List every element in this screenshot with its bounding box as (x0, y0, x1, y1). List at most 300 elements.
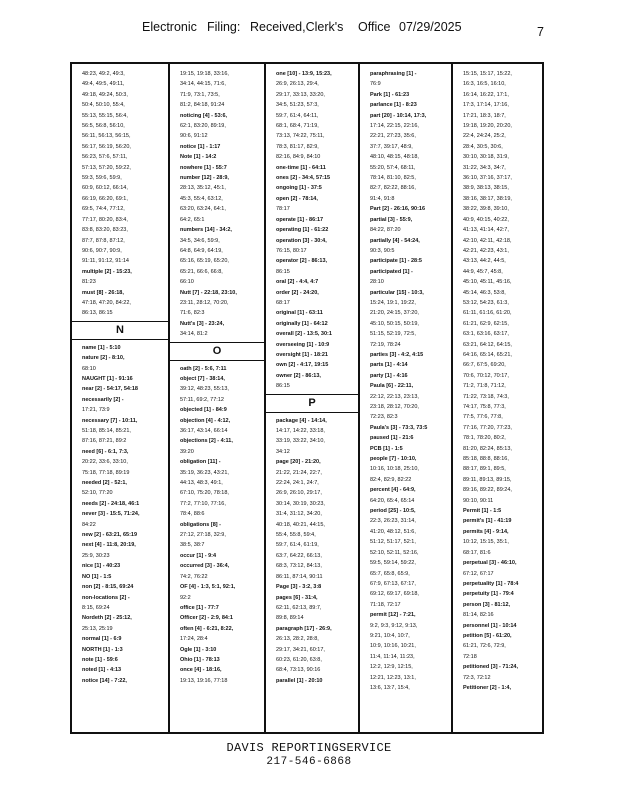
filing-header (0, 20, 618, 40)
header-filing: Filing: (207, 20, 241, 34)
index-reference: 9:21, 10:4, 10:7, (370, 632, 410, 639)
index-reference: 67:9, 67:13, 67:17, (370, 580, 416, 587)
index-reference: 30:14, 30:19, 30:23, (276, 500, 325, 507)
index-entry: participate [1] - 28:5 (370, 258, 422, 265)
index-reference: 44:9, 45:7, 45:8, (463, 268, 503, 275)
index-entry: people [7] - 10:10, (370, 456, 417, 463)
index-column-5 (451, 64, 542, 732)
index-entry: package [4] - 14:14, (276, 417, 327, 424)
index-reference: 43:13, 44:2, 44:5, (463, 258, 506, 265)
index-reference: 65:21, 66:6, 66:8, (180, 268, 223, 275)
index-reference: 86:15 (276, 383, 290, 390)
index-reference: 61:11, 61:16, 61:20, (463, 310, 512, 317)
index-reference: 78:4, 88:6 (180, 511, 205, 518)
index-entry: Paula [6] - 22:11, (370, 383, 414, 390)
index-entry: parts [1] - 4:14 (370, 362, 408, 369)
index-reference: 25:9, 30:23 (82, 552, 110, 559)
index-entry: multiple [2] - 15:23, (82, 268, 132, 275)
index-entry: necessary [7] - 10:11, (82, 417, 138, 424)
index-reference: 11:4, 11:14, 11:23, (370, 653, 415, 660)
index-entry: one [10] - 13:9, 15:23, (276, 71, 332, 77)
index-entry: partially [4] - 54:24, (370, 237, 420, 244)
section-letter: O (170, 342, 264, 361)
index-reference: 49:4, 49:5, 49:11, (82, 81, 125, 88)
index-reference: 44:13, 48:3, 49:1, (180, 480, 223, 487)
index-reference: 78:3, 81:17, 82:9, (276, 143, 319, 150)
index-entry: note [1] - 59:6 (82, 656, 118, 663)
index-entry: nowhere [1] - 55:7 (180, 164, 227, 171)
index-entry: petition [5] - 61:20, (463, 632, 512, 639)
index-reference: 90:6, 91:12 (180, 133, 208, 140)
index-reference: 10:12, 15:15, 35:1, (463, 539, 509, 546)
index-reference: 36:10, 37:16, 37:17, (463, 175, 512, 182)
index-entry: owner [2] - 86:13, (276, 372, 321, 379)
index-reference: 38:5, 38:7 (180, 542, 205, 549)
index-reference: 38:9, 38:13, 38:15, (463, 185, 509, 192)
index-entry: Permit [1] - 1:5 (463, 508, 502, 515)
index-entry: perpetuality [1] - 78:4 (463, 580, 519, 587)
index-entry: obligation [11] - (180, 459, 221, 466)
index-entry: normal [1] - 6:9 (82, 636, 122, 643)
index-reference: 37:7, 39:17, 48:9, (370, 143, 413, 150)
index-entry: near [2] - 54:17, 54:18 (82, 386, 138, 393)
index-entry: occur [1] - 9:4 (180, 552, 217, 559)
index-reference: 55:13, 55:15, 56:4, (82, 112, 128, 119)
index-reference: 60:9, 60:12, 66:14, (82, 185, 128, 192)
index-reference: 25:13, 25:19 (82, 625, 113, 632)
index-reference: 86:13, 86:15 (82, 310, 113, 317)
index-reference: 30:10, 30:18, 31:9, (463, 154, 509, 161)
index-entry: Park [1] - 61:23 (370, 91, 410, 98)
index-reference: 68:4, 73:13, 90:16 (276, 667, 321, 674)
index-reference: 56:5, 56:8, 56:10, (82, 123, 125, 130)
index-entry: NAUGHT [1] - 91:16 (82, 375, 133, 382)
index-reference: 21:20, 24:15, 37:20, (370, 310, 419, 317)
index-entry: office [1] - 77:7 (180, 604, 219, 611)
index-column-3 (264, 64, 358, 732)
index-reference: 57:11, 69:2, 77:12 (180, 396, 224, 403)
index-reference: 39:12, 48:23, 55:13, (180, 386, 229, 393)
index-reference: 12:21, 12:23, 13:1, (370, 674, 416, 681)
index-reference: 29:17, 34:21, 60:17, (276, 646, 325, 653)
index-reference: 19:15, 19:18, 33:16, (180, 71, 229, 77)
index-reference: 42:21, 42:23, 43:1, (463, 247, 509, 254)
index-entry: PCB [1] - 1:5 (370, 445, 403, 452)
index-reference: 22:4, 24:24, 25:2, (463, 133, 506, 140)
index-reference: 28:4, 30:5, 30:6, (463, 143, 503, 150)
index-reference: 36:17, 43:14, 66:14 (180, 428, 228, 434)
index-reference: 62:11, 62:13, 89:7, (276, 604, 322, 611)
index-reference: 59:7, 61:4, 64:11, (276, 112, 319, 119)
index-reference: 91:4, 91:8 (370, 195, 395, 202)
index-reference: 23:11, 28:12, 70:20, (180, 299, 229, 306)
index-entry: name [1] - 5:10 (82, 344, 121, 351)
index-reference: 26:9, 26:13, 29:4, (276, 81, 319, 88)
index-reference: 72:19, 78:24 (370, 341, 401, 348)
index-entry: notice [1] - 1:17 (180, 143, 221, 150)
index-reference: 33:19, 33:22, 34:10, (276, 438, 325, 445)
index-entry: Ohio [1] - 78:13 (180, 656, 220, 663)
index-reference: 41:13, 41:14, 42:7, (463, 227, 509, 234)
index-reference: 71:9, 73:1, 73:5, (180, 91, 220, 98)
index-entry: ongoing [1] - 37:5 (276, 185, 322, 192)
index-reference: 70:6, 70:12, 70:17, (463, 372, 509, 379)
index-reference: 62:1, 83:20, 89:19, (180, 123, 226, 130)
index-reference: 90:10, 90:11 (463, 497, 494, 504)
index-reference: 89:11, 89:13, 89:15, (463, 476, 512, 483)
index-entry: pages [6] - 31:4, (276, 594, 318, 601)
index-entry: part [20] - 10:14, 17:3, (370, 112, 427, 119)
index-reference: 51:12, 51:17, 52:1, (370, 539, 416, 546)
index-reference: 63:21, 64:12, 64:15, (463, 341, 512, 348)
index-entry: Nutt's [3] - 23:24, (180, 320, 225, 327)
index-entry: occurred [3] - 36:4, (180, 563, 230, 570)
index-reference: 34:12 (276, 448, 290, 455)
index-reference: 56:11, 56:13, 56:15, (82, 133, 131, 140)
index-entry: open [2] - 78:14, (276, 195, 318, 202)
index-reference: 15:24, 19:1, 19:22, (370, 299, 416, 306)
index-entry: non [2] - 8:15, 69:24 (82, 584, 134, 591)
index-entry: need [6] - 6:1, 7:3, (82, 448, 129, 455)
index-reference: 12:2, 12:9, 12:15, (370, 664, 413, 671)
index-reference: 22:21, 27:23, 35:6, (370, 133, 416, 140)
index-entry: permit [12] - 7:21, (370, 612, 416, 619)
index-reference: 74:2, 76:22 (180, 573, 208, 580)
header-date: 07/29/2025 (399, 20, 462, 34)
index-reference: 67:12, 67:17 (463, 570, 494, 577)
index-entry: NORTH [1] - 1:3 (82, 646, 123, 653)
index-reference: 35:19, 36:23, 43:21, (180, 469, 229, 476)
index-entry: paused [1] - 21:6 (370, 435, 414, 442)
index-reference: 78:17 (276, 206, 290, 213)
index-reference: 72:18 (463, 653, 477, 660)
index-reference: 59:7, 61:4, 61:19, (276, 542, 319, 549)
index-reference: 26:13, 28:2, 28:8, (276, 636, 319, 643)
index-column-4 (358, 64, 451, 732)
index-entry: percent [4] - 64:9, (370, 487, 416, 494)
index-entry: petitioned [3] - 71:24, (463, 664, 519, 671)
index-reference: 55:4, 55:8, 59:4, (276, 532, 316, 539)
reporter-name: DAVIS REPORTINGSERVICE (226, 741, 392, 755)
index-entry: new [2] - 63:21, 65:19 (82, 532, 138, 539)
index-reference: 81:20, 82:24, 85:13, (463, 445, 512, 452)
index-reference: 84:22, 87:20 (370, 227, 401, 234)
index-entry: Officer [2] - 2:9, 84:1 (180, 615, 233, 622)
header-electronic: Electronic (142, 20, 197, 34)
index-reference: 38:22, 39:8, 39:10, (463, 206, 509, 213)
index-entry: own [2] - 4:17, 19:15 (276, 362, 329, 369)
header-office: Office (358, 20, 391, 34)
section-letter: N (72, 321, 168, 340)
index-entry: noticing [4] - 53:6, (180, 112, 228, 119)
index-reference: 84:22 (82, 521, 96, 528)
index-reference: 68:17, 81:6 (463, 549, 491, 556)
index-reference: 45:3, 55:4, 63:12, (180, 195, 223, 202)
index-entry: objections [2] - 4:11, (180, 438, 233, 445)
index-reference: 22:12, 22:13, 23:13, (370, 393, 419, 400)
index-reference: 68:17 (276, 299, 290, 306)
index-entry: NO [1] - 1:5 (82, 573, 112, 580)
index-reference: 81:23 (82, 279, 96, 286)
index-reference: 17:21, 18:3, 18:7, (463, 112, 506, 119)
index-reference: 86:11, 87:14, 90:11 (276, 573, 323, 580)
index-entry: personnel [1] - 10:14 (463, 622, 517, 629)
index-reference: 9:2, 9:3, 9:12, 9:13, (370, 622, 418, 629)
index-reference: 71:2, 71:8, 71:12, (463, 383, 506, 390)
index-entry: perpetual [3] - 46:10, (463, 560, 517, 567)
index-entry: Note [1] - 14:2 (180, 154, 217, 161)
index-reference: 17:14, 22:15, 22:16, (370, 123, 419, 130)
index-reference: 73:13, 74:22, 75:11, (276, 133, 325, 140)
index-reference: 83:8, 83:20, 83:23, (82, 227, 128, 234)
index-reference: 17:24, 28:4 (180, 636, 208, 643)
index-reference: 56:23, 57:6, 57:11, (82, 154, 128, 161)
index-entry: overseeing [1] - 10:9 (276, 341, 330, 348)
index-entry: order [2] - 24:20, (276, 289, 319, 296)
index-reference: 86:15 (276, 268, 290, 275)
index-entry: must [8] - 26:18, (82, 289, 124, 296)
index-reference: 42:10, 42:11, 42:18, (463, 237, 512, 244)
index-entry: perpetuity [1] - 79:4 (463, 591, 514, 598)
index-entry: paraphrasing [1] - (370, 71, 417, 77)
index-reference: 89:16, 89:22, 89:24, (463, 487, 512, 494)
index-entry: paragraph [17] - 26:9, (276, 625, 332, 632)
index-reference: 10:9, 10:16, 10:21, (370, 643, 416, 650)
index-reference: 64:8, 64:9, 64:19, (180, 247, 223, 254)
index-entry: participated [1] - (370, 268, 413, 275)
index-reference: 69:5, 74:4, 77:12, (82, 206, 125, 213)
index-reference: 72:23, 82:3 (370, 414, 398, 421)
index-reference: 76:15, 80:17 (276, 247, 307, 254)
index-column-2 (168, 64, 264, 732)
index-entry: parties [3] - 4:2, 4:15 (370, 351, 424, 358)
index-reference: 53:12, 54:23, 61:3, (463, 299, 509, 306)
index-reference: 77:5, 77:6, 77:8, (463, 414, 503, 421)
index-reference: 8:15, 69:24 (82, 604, 110, 611)
index-entry: noted [1] - 4:13 (82, 667, 122, 674)
index-entry: Nordeth [2] - 25:12, (82, 615, 132, 622)
index-entry: notice [14] - 7:22, (82, 677, 127, 684)
index-entry: page [20] - 21:20, (276, 459, 321, 466)
index-entry: object [7] - 38:14, (180, 375, 225, 382)
index-reference: 71:22, 73:18, 74:3, (463, 393, 509, 400)
index-reference: 59:3, 59:6, 59:9, (82, 175, 122, 182)
index-reference: 74:17, 75:8, 77:3, (463, 404, 506, 410)
index-reference: 64:2, 65:1 (180, 216, 205, 223)
index-reference: 38:16, 38:17, 38:19, (463, 195, 512, 202)
index-entry: obligations [8] - (180, 521, 221, 528)
index-entry: operating [1] - 61:22 (276, 227, 329, 234)
index-reference: 10:16, 10:18, 25:10, (370, 466, 419, 473)
index-reference: 65:7, 65:8, 65:9, (370, 570, 410, 577)
reporter-phone: 217-546-6868 (266, 756, 352, 768)
index-reference: 31:22, 34:3, 34:7, (463, 164, 506, 171)
index-reference: 75:18, 77:18, 89:19 (82, 469, 130, 476)
index-reference: 48:10, 48:15, 48:18, (370, 154, 419, 161)
index-entry: particular [15] - 10:3, (370, 289, 424, 296)
index-reference: 23:18, 28:12, 70:20, (370, 404, 419, 410)
index-entry: permit's [1] - 41:19 (463, 518, 512, 525)
index-reference: 56:17, 56:19, 56:20, (82, 143, 131, 150)
index-entry: Paula's [3] - 73:3, 73:5 (370, 424, 428, 431)
index-reference: 26:9, 26:10, 29:17, (276, 490, 322, 497)
header-received: Received,Clerk's (250, 20, 344, 34)
index-reference: 31:4, 31:12, 34:20, (276, 511, 322, 518)
index-reference: 19:13, 19:16, 77:18 (180, 677, 228, 684)
index-reference: 78:1, 78:20, 80:2, (463, 435, 506, 442)
index-entry: objected [1] - 84:9 (180, 407, 227, 414)
index-reference: 22:24, 24:1, 24:7, (276, 480, 319, 487)
section-letter: P (266, 394, 358, 413)
index-reference: 68:1, 68:4, 71:19, (276, 123, 319, 130)
index-entry: operation [3] - 30:4, (276, 237, 327, 244)
index-reference: 47:18, 47:20, 84:22, (82, 299, 131, 306)
index-reference: 72:3, 72:12 (463, 674, 491, 681)
index-reference: 63:20, 63:24, 64:1, (180, 206, 226, 213)
index-reference: 22:3, 26:23, 31:14, (370, 518, 416, 525)
index-reference: 77:16, 77:20, 77:23, (463, 424, 512, 431)
index-entry: Part [2] - 26:16, 90:16 (370, 206, 426, 213)
index-entry: parallel [1] - 20:10 (276, 677, 323, 684)
index-reference: 92:2 (180, 594, 191, 601)
index-reference: 28:13, 35:12, 45:1, (180, 185, 226, 192)
index-reference: 45:10, 50:15, 50:19, (370, 320, 419, 327)
index-reference: 17:3, 17:14, 17:16, (463, 102, 509, 109)
index-entry: numbers [14] - 34:2, (180, 227, 232, 234)
index-reference: 21:22, 21:24, 22:7, (276, 469, 322, 476)
index-reference: 82:16, 84:9, 84:10 (276, 154, 321, 161)
index-reference: 69:12, 69:17, 69:18, (370, 591, 419, 598)
index-reference: 63:1, 63:16, 63:17, (463, 331, 509, 338)
index-reference: 89:8, 89:14 (276, 615, 304, 622)
index-reference: 66:7, 67:5, 69:20, (463, 362, 506, 369)
index-entry: needed [2] - 52:1, (82, 480, 127, 487)
index-entry: originally [1] - 64:12 (276, 320, 328, 327)
index-reference: 68:10 (82, 365, 96, 372)
index-reference: 87:7, 87:8, 87:12, (82, 237, 125, 244)
index-entry: Petitioner [2] - 1:4, (463, 684, 511, 691)
index-reference: 40:18, 40:21, 44:15, (276, 521, 325, 528)
index-entry: next [4] - 11:8, 20:19, (82, 542, 136, 549)
index-reference: 77:17, 80:20, 83:4, (82, 216, 128, 223)
index-reference: 16:3, 16:5, 16:10, (463, 81, 506, 88)
index-entry: one-time [1] - 64:11 (276, 164, 326, 171)
index-entry: nature [2] - 8:10, (82, 355, 125, 362)
index-reference: 51:15, 52:19, 72:5, (370, 331, 416, 338)
index-entry: number [12] - 28:9, (180, 175, 229, 182)
index-reference: 28:10 (370, 279, 384, 286)
index-reference: 71:18, 72:17 (370, 601, 401, 608)
index-entry: Nutt [7] - 22:18, 23:10, (180, 289, 237, 296)
index-reference: 81:2, 84:18, 91:24 (180, 102, 225, 109)
index-reference: 78:14, 81:10, 82:5, (370, 175, 416, 182)
index-reference: 85:18, 88:8, 88:16, (463, 456, 509, 463)
index-reference: 77:2, 77:10, 77:16, (180, 500, 226, 507)
index-reference: 48:23, 49:2, 49:3, (82, 71, 125, 77)
index-reference: 41:20, 48:12, 51:6, (370, 528, 416, 535)
index-reference: 20:22, 33:6, 33:10, (82, 459, 128, 466)
index-reference: 15:15, 15:17, 15:22, (463, 71, 512, 77)
index-reference: 67:10, 75:20, 78:18, (180, 490, 229, 497)
index-entry: Ogle [1] - 3:10 (180, 646, 217, 653)
index-reference: 50:4, 50:10, 55:4, (82, 102, 125, 109)
index-entry: necessarily [2] - (82, 396, 124, 403)
index-entry: original [1] - 63:11 (276, 310, 323, 317)
index-reference: 16:14, 16:22, 17:1, (463, 91, 509, 98)
index-reference: 13:6, 13:7, 15:4, (370, 684, 410, 691)
index-entry: non-locations [2] - (82, 594, 130, 601)
index-reference: 34:5, 34:6, 59:9, (180, 237, 220, 244)
index-entry: period [25] - 10:5, (370, 508, 416, 515)
index-reference: 87:16, 87:21, 89:2 (82, 438, 127, 445)
index-reference: 68:3, 73:12, 84:13, (276, 563, 322, 570)
index-entry: oral [2] - 4:4, 4:7 (276, 279, 319, 286)
index-entry: never [3] - 15:5, 71:24, (82, 511, 140, 518)
index-entry: OF [4] - 1:3, 5:1, 92:1, (180, 584, 236, 591)
index-reference: 27:12, 27:18, 32:9, (180, 532, 226, 539)
index-reference: 14:17, 14:22, 33:18, (276, 428, 325, 434)
index-reference: 90:6, 90:7, 90:9, (82, 247, 122, 254)
index-reference: 34:14, 81:2 (180, 331, 208, 338)
index-reference: 45:10, 45:11, 45:16, (463, 279, 512, 286)
index-entry: overall [2] - 13:5, 30:1 (276, 331, 332, 338)
index-entry: Page [3] - 3:2, 3:8 (276, 584, 322, 591)
index-reference: 71:6, 82:3 (180, 310, 205, 317)
index-reference: 52:10, 52:11, 52:16, (370, 549, 419, 556)
index-entry: once [4] - 18:16, (180, 667, 222, 674)
index-entry: permits [4] - 9:14, (463, 528, 509, 535)
index-reference: 60:23, 61:20, 63:8, (276, 656, 322, 663)
index-reference: 63:7, 64:22, 66:13, (276, 552, 322, 559)
index-reference: 34:14, 44:15, 71:6, (180, 81, 226, 88)
index-entry: party [1] - 4:16 (370, 372, 408, 379)
index-reference: 65:16, 65:19, 65:20, (180, 258, 229, 265)
index-entry: ones [2] - 34:4, 57:15 (276, 175, 331, 182)
index-reference: 49:18, 49:24, 50:3, (82, 91, 128, 98)
index-reference: 34:5, 51:23, 57:3, (276, 102, 319, 109)
index-reference: 52:10, 77:20 (82, 490, 113, 497)
word-index-grid (70, 62, 544, 734)
index-entry: often [4] - 6:21, 8:22, (180, 625, 234, 632)
index-column-1 (72, 64, 168, 732)
index-entry: partial [3] - 55:9, (370, 216, 413, 223)
index-entry: person [3] - 81:12, (463, 601, 511, 608)
index-reference: 66:10 (180, 279, 194, 286)
index-reference: 81:14, 82:16 (463, 612, 494, 619)
index-entry: parlance [1] - 8:23 (370, 102, 417, 109)
index-entry: oversight [1] - 18:21 (276, 351, 328, 358)
index-reference: 29:17, 33:13, 33:20, (276, 91, 325, 98)
index-reference: 91:11, 91:12, 91:14 (82, 258, 129, 265)
index-reference: 64:16, 65:14, 65:21, (463, 351, 512, 358)
page-number: 7 (537, 25, 544, 39)
index-entry: nice [1] - 40:23 (82, 563, 121, 570)
index-reference: 64:20, 65:4, 65:14 (370, 497, 415, 504)
index-reference: 76:9 (370, 81, 381, 88)
index-reference: 61:21, 62:9, 62:15, (463, 320, 509, 327)
index-reference: 82:7, 82:22, 88:16, (370, 185, 416, 192)
index-reference: 55:20, 57:4, 68:11, (370, 164, 416, 171)
index-reference: 57:13, 57:20, 59:22, (82, 164, 131, 171)
index-reference: 88:17, 89:1, 89:5, (463, 466, 506, 473)
index-reference: 90:3, 90:5 (370, 247, 395, 254)
index-reference: 39:20 (180, 448, 194, 455)
index-entry: needs [2] - 24:18, 46:1 (82, 500, 140, 507)
index-entry: objection [4] - 4:12, (180, 417, 231, 424)
index-reference: 59:5, 59:14, 59:22, (370, 560, 416, 567)
index-entry: operate [1] - 86:17 (276, 216, 324, 223)
index-reference: 51:18, 85:14, 85:21, (82, 428, 131, 434)
